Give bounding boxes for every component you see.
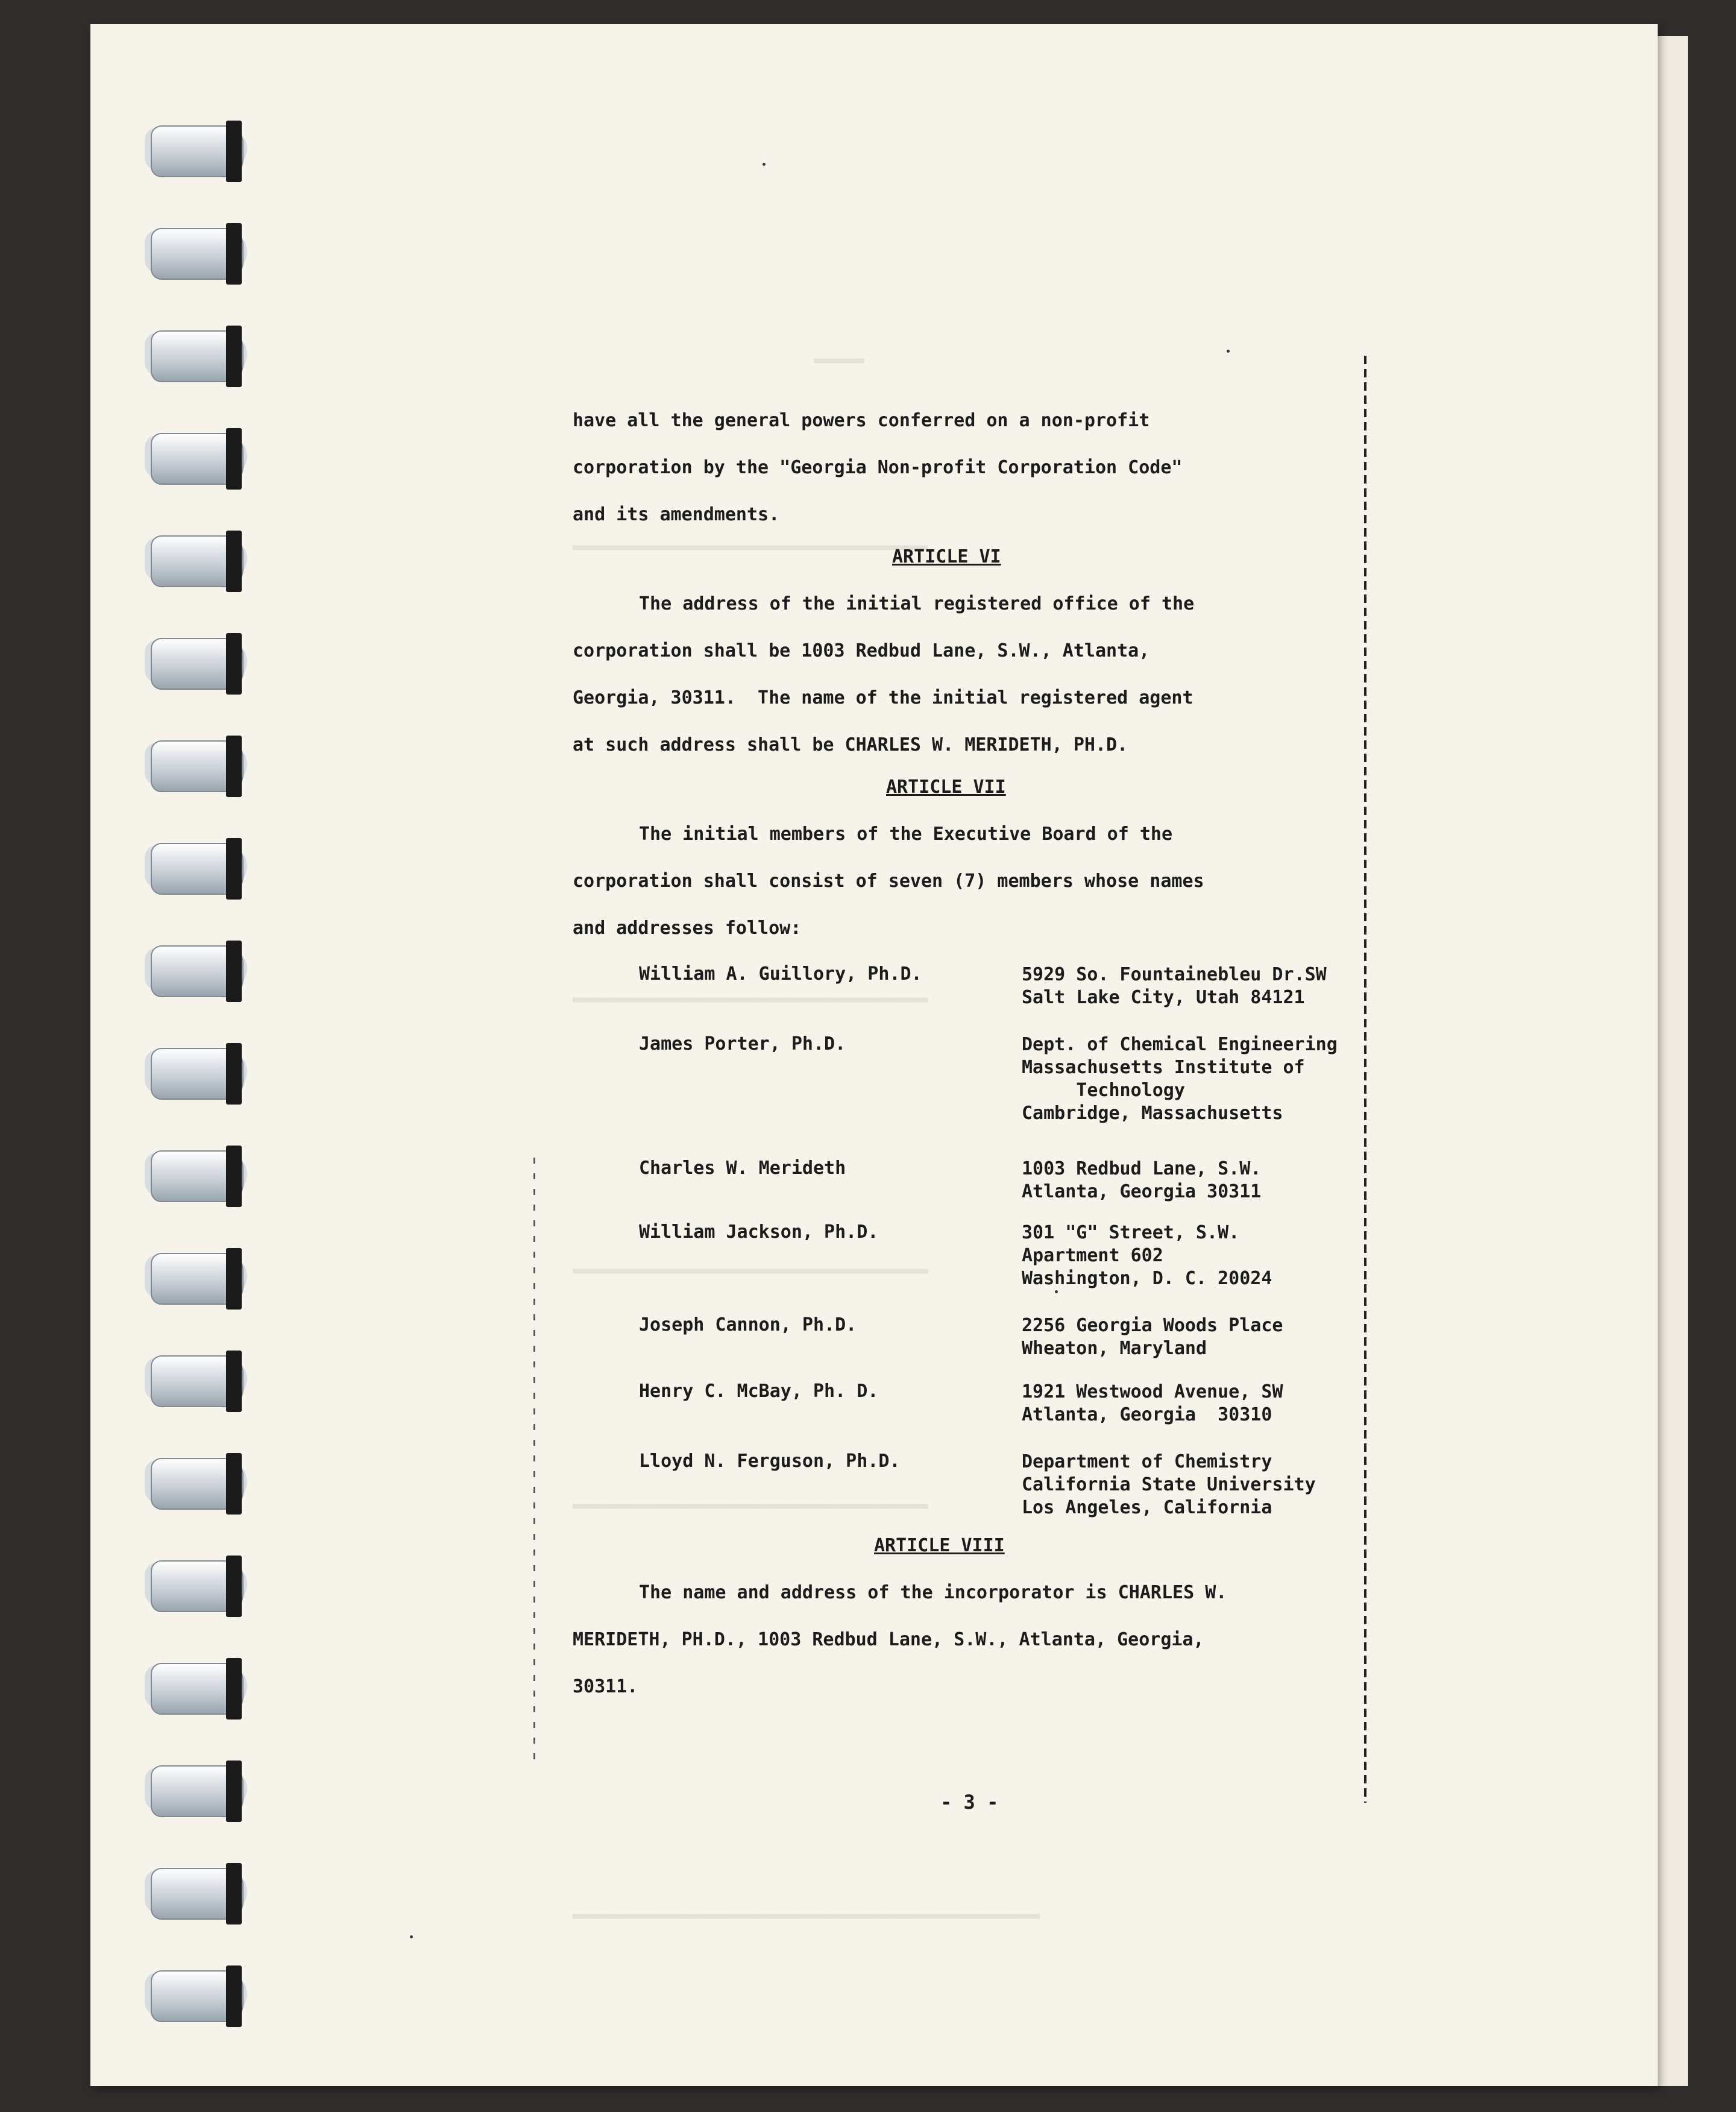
binding-coil (127, 1652, 247, 1724)
binding-coil (127, 525, 247, 597)
member-address-line: 2256 Georgia Woods Place (1022, 1315, 1283, 1336)
paragraph-line: 30311. (573, 1676, 638, 1697)
article-vii-heading: ARTICLE VII (886, 777, 1006, 798)
paragraph-line: The initial members of the Executive Board of the (639, 824, 1173, 845)
paragraph-line: The name and address of the incorporator is CHARLES W. (639, 1582, 1227, 1603)
member-address-line: California State University (1022, 1474, 1316, 1495)
binding-coil (127, 832, 247, 904)
spiral-binding (127, 115, 247, 2044)
binding-coil (127, 1242, 247, 1314)
binding-coil (127, 627, 247, 699)
paragraph-line: corporation shall be 1003 Redbud Lane, S.W., Atlanta, (573, 640, 1150, 661)
bleed-through: ▬▬▬▬▬▬▬▬▬▬▬▬▬▬▬▬▬▬▬▬▬▬▬▬▬▬▬▬▬▬▬▬▬▬▬▬▬▬▬▬▬▬▬▬▬▬ (573, 1905, 1040, 1925)
speck (1227, 350, 1230, 353)
paragraph-line: MERIDETH, PH.D., 1003 Redbud Lane, S.W., Atlanta, Georgia, (573, 1629, 1204, 1650)
speck (410, 1935, 413, 1938)
speck (763, 163, 766, 166)
member-address-line: Washington, D. C. 20024 (1022, 1268, 1272, 1289)
bleed-through: ▬▬▬▬▬▬▬▬▬▬▬▬▬▬▬▬▬▬▬▬▬▬▬▬▬▬▬▬▬▬▬▬▬▬▬ (573, 1495, 929, 1515)
binding-coil (127, 1344, 247, 1417)
paragraph-line: and its amendments. (573, 504, 780, 525)
member-address-line: Salt Lake City, Utah 84121 (1022, 987, 1305, 1008)
binding-coil (127, 1140, 247, 1212)
paragraph-line: corporation shall consist of seven (7) members whose names (573, 871, 1204, 892)
paragraph-line: The address of the initial registered office of the (639, 593, 1195, 614)
page-number: - 3 - (940, 1791, 999, 1814)
binding-coil (127, 320, 247, 392)
member-address-line: Atlanta, Georgia 30310 (1022, 1404, 1272, 1425)
binding-coil (127, 422, 247, 494)
member-name: Charles W. Merideth (639, 1158, 846, 1179)
binding-coil (127, 935, 247, 1007)
member-address-line: 301 "G" Street, S.W. (1022, 1222, 1240, 1243)
binding-coil (127, 1857, 247, 1929)
member-address-line: Massachusetts Institute of (1022, 1057, 1305, 1078)
paragraph-line: have all the general powers conferred on a non-profit (573, 410, 1150, 431)
member-name: Joseph Cannon, Ph.D. (639, 1314, 857, 1335)
paragraph-line: and addresses follow: (573, 918, 802, 939)
member-address-line: 1921 Westwood Avenue, SW (1022, 1381, 1283, 1402)
article-viii-heading: ARTICLE VIII (874, 1535, 1005, 1556)
member-address-line: Department of Chemistry (1022, 1451, 1272, 1472)
binding-coil (127, 115, 247, 187)
article-vi-heading: ARTICLE VI (892, 546, 1001, 567)
binding-coil (127, 1549, 247, 1622)
member-name: James Porter, Ph.D. (639, 1033, 846, 1054)
binding-coil (127, 1037, 247, 1109)
bleed-through: ▬▬▬▬▬ (814, 350, 865, 370)
member-address-line: Atlanta, Georgia 30311 (1022, 1181, 1262, 1202)
binding-coil (127, 1447, 247, 1519)
member-address-line: 5929 So. Fountainebleu Dr.SW (1022, 964, 1327, 985)
document-page (90, 24, 1658, 2086)
binding-coil (127, 1959, 247, 2032)
member-address-line: Wheaton, Maryland (1022, 1338, 1207, 1359)
binding-coil (127, 730, 247, 802)
bleed-through: ▬▬▬▬▬▬▬▬▬▬▬▬▬▬▬▬▬▬▬▬▬▬▬▬▬▬▬▬▬▬▬▬▬▬▬ (573, 537, 929, 556)
member-address-line: Cambridge, Massachusetts (1022, 1103, 1283, 1124)
member-name: William A. Guillory, Ph.D. (639, 963, 922, 985)
copy-edge-line (533, 1158, 535, 1761)
binding-coil (127, 217, 247, 289)
member-address-line: Apartment 602 (1022, 1245, 1163, 1266)
binding-coil (127, 1754, 247, 1827)
paragraph-line: at such address shall be CHARLES W. MERIDETH, PH.D. (573, 734, 1128, 755)
speck (1055, 1290, 1058, 1293)
member-address-line: Technology (1022, 1080, 1185, 1101)
member-address-line: Los Angeles, California (1022, 1497, 1272, 1518)
member-address-line: 1003 Redbud Lane, S.W. (1022, 1158, 1262, 1179)
bleed-through: ▬▬▬▬▬▬▬▬▬▬▬▬▬▬▬▬▬▬▬▬▬▬▬▬▬▬▬▬▬▬▬▬▬▬▬ (573, 1260, 929, 1280)
member-name: Henry C. McBay, Ph. D. (639, 1381, 879, 1402)
paragraph-line: corporation by the "Georgia Non-profit Corporation Code" (573, 457, 1183, 478)
bleed-through: ▬▬▬▬▬▬▬▬▬▬▬▬▬▬▬▬▬▬▬▬▬▬▬▬▬▬▬▬▬▬▬▬▬▬▬ (573, 989, 929, 1009)
member-name: Lloyd N. Ferguson, Ph.D. (639, 1451, 901, 1472)
member-address-line: Dept. of Chemical Engineering (1022, 1034, 1338, 1055)
member-name: William Jackson, Ph.D. (639, 1221, 879, 1243)
paragraph-line: Georgia, 30311. The name of the initial registered agent (573, 687, 1194, 708)
copy-edge-line (1364, 356, 1366, 1803)
